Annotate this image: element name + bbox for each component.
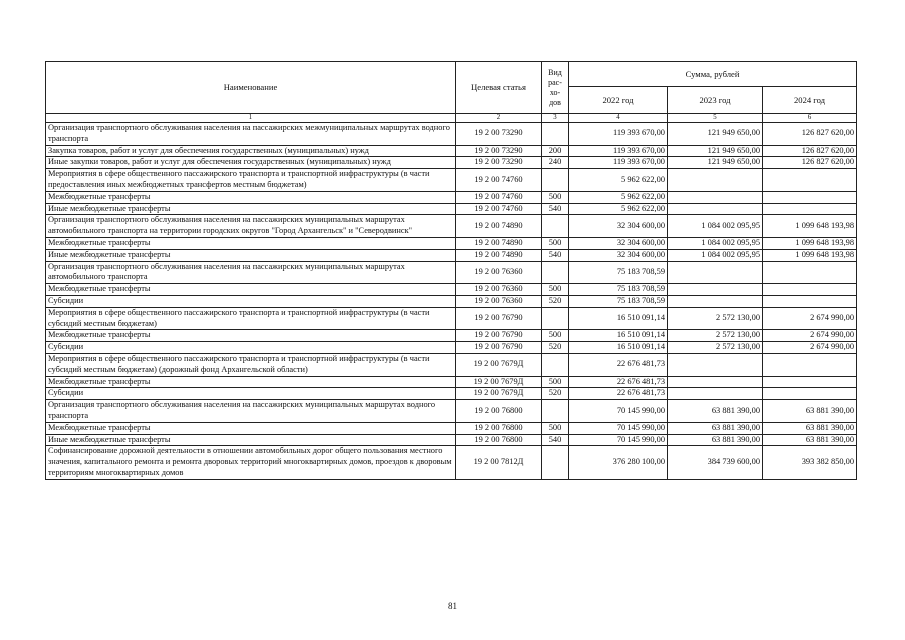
row-expense-type [542, 169, 569, 192]
row-amount-2024: 126 827 620,00 [763, 157, 857, 169]
table-row [46, 434, 857, 446]
row-amount-2023: 121 949 650,00 [668, 157, 763, 169]
row-name: Межбюджетные трансферты [46, 237, 456, 249]
row-target-code: 19 2 00 74890 [456, 215, 542, 238]
table-row [46, 295, 857, 307]
row-amount-2022: 22 676 481,73 [569, 388, 668, 400]
row-name: Мероприятия в сфере общественного пассажирского транспорта и транспортной инфраструктуры (в части субсидий местным бюджетам) [46, 307, 456, 330]
table-row [46, 307, 857, 330]
row-target-code: 19 2 00 76800 [456, 400, 542, 423]
row-name: Межбюджетные трансферты [46, 376, 456, 388]
row-name: Организация транспортного обслуживания населения на пассажирских муниципальных маршрутах водного транспорта [46, 400, 456, 423]
row-amount-2024 [763, 284, 857, 296]
row-expense-type: 500 [542, 191, 569, 203]
row-expense-type: 500 [542, 376, 569, 388]
row-expense-type: 500 [542, 284, 569, 296]
row-amount-2023 [668, 353, 763, 376]
column-number: 1 [46, 114, 456, 123]
table-row [46, 215, 857, 238]
row-expense-type: 500 [542, 330, 569, 342]
row-target-code: 19 2 00 7679Д [456, 376, 542, 388]
row-amount-2024: 1 099 648 193,98 [763, 215, 857, 238]
table-row [46, 376, 857, 388]
row-amount-2023: 1 084 002 095,95 [668, 215, 763, 238]
row-amount-2023 [668, 169, 763, 192]
row-expense-type: 520 [542, 295, 569, 307]
row-amount-2024: 2 674 990,00 [763, 330, 857, 342]
row-target-code: 19 2 00 7679Д [456, 353, 542, 376]
row-target-code: 19 2 00 73290 [456, 157, 542, 169]
row-expense-type: 520 [542, 342, 569, 354]
row-target-code: 19 2 00 74890 [456, 249, 542, 261]
row-target-code: 19 2 00 76800 [456, 434, 542, 446]
row-expense-type: 540 [542, 203, 569, 215]
table-row [46, 422, 857, 434]
row-target-code: 19 2 00 74760 [456, 191, 542, 203]
row-name: Организация транспортного обслуживания населения на пассажирских муниципальных маршрутах автомобильного транспорта на территории городских округов "Город Архангельск" и "Северодвинск" [46, 215, 456, 238]
table-row [46, 157, 857, 169]
row-amount-2022: 16 510 091,14 [569, 307, 668, 330]
header-name: Наименование [46, 62, 456, 114]
table-row [46, 342, 857, 354]
row-amount-2024 [763, 376, 857, 388]
row-name: Межбюджетные трансферты [46, 191, 456, 203]
row-expense-type [542, 307, 569, 330]
row-name: Мероприятия в сфере общественного пассажирского транспорта и транспортной инфраструктуры (в части субсидий местным бюджетам) (дорожный фонд Архангельской области) [46, 353, 456, 376]
row-expense-type [542, 215, 569, 238]
row-amount-2023 [668, 261, 763, 284]
header-sum: Сумма, рублей [569, 62, 857, 87]
row-amount-2024 [763, 191, 857, 203]
table-row [46, 330, 857, 342]
row-amount-2023: 63 881 390,00 [668, 434, 763, 446]
row-amount-2024: 126 827 620,00 [763, 123, 857, 146]
row-expense-type: 200 [542, 145, 569, 157]
row-amount-2023 [668, 376, 763, 388]
row-target-code: 19 2 00 74760 [456, 203, 542, 215]
row-target-code: 19 2 00 76790 [456, 330, 542, 342]
row-expense-type [542, 400, 569, 423]
header-year-2023: 2023 год [668, 87, 763, 114]
row-amount-2023 [668, 191, 763, 203]
row-amount-2023: 63 881 390,00 [668, 422, 763, 434]
row-target-code: 19 2 00 76790 [456, 342, 542, 354]
table-row [46, 353, 857, 376]
row-amount-2023: 2 572 130,00 [668, 307, 763, 330]
row-amount-2022: 119 393 670,00 [569, 123, 668, 146]
page-number: 81 [448, 601, 457, 611]
row-amount-2024 [763, 169, 857, 192]
row-name: Организация транспортного обслуживания населения на пассажирских муниципальных маршрутах автомобильного транспорта [46, 261, 456, 284]
table-header [46, 62, 857, 123]
row-expense-type [542, 123, 569, 146]
row-target-code: 19 2 00 76360 [456, 284, 542, 296]
row-target-code: 19 2 00 73290 [456, 145, 542, 157]
row-amount-2024: 126 827 620,00 [763, 145, 857, 157]
row-target-code: 19 2 00 74760 [456, 169, 542, 192]
row-amount-2024 [763, 261, 857, 284]
row-name: Мероприятия в сфере общественного пассажирского транспорта и транспортной инфраструктуры (в части предоставления иных межбюджетных трансфертов местным бюджетам) [46, 169, 456, 192]
row-amount-2024: 2 674 990,00 [763, 342, 857, 354]
row-target-code: 19 2 00 76360 [456, 295, 542, 307]
column-number: 5 [668, 114, 763, 123]
row-amount-2022: 119 393 670,00 [569, 145, 668, 157]
row-amount-2024 [763, 203, 857, 215]
row-amount-2022: 70 145 990,00 [569, 422, 668, 434]
row-amount-2024: 63 881 390,00 [763, 400, 857, 423]
row-name: Иные межбюджетные трансферты [46, 434, 456, 446]
row-target-code: 19 2 00 7812Д [456, 446, 542, 479]
column-number: 2 [456, 114, 542, 123]
row-name: Межбюджетные трансферты [46, 422, 456, 434]
header-code: Целевая статья [456, 62, 542, 114]
table-row [46, 123, 857, 146]
table-row [46, 249, 857, 261]
row-name: Иные межбюджетные трансферты [46, 203, 456, 215]
table-row [46, 145, 857, 157]
row-expense-type: 540 [542, 249, 569, 261]
header-expense-type: Вид рас-хо-дов [542, 62, 569, 114]
column-number: 3 [542, 114, 569, 123]
row-amount-2023: 63 881 390,00 [668, 400, 763, 423]
row-expense-type [542, 353, 569, 376]
row-amount-2024 [763, 388, 857, 400]
row-target-code: 19 2 00 7679Д [456, 388, 542, 400]
table-row [46, 446, 857, 479]
row-amount-2023: 121 949 650,00 [668, 123, 763, 146]
table-row [46, 388, 857, 400]
row-amount-2024: 1 099 648 193,98 [763, 237, 857, 249]
row-name: Субсидии [46, 342, 456, 354]
row-name: Межбюджетные трансферты [46, 284, 456, 296]
row-amount-2024: 2 674 990,00 [763, 307, 857, 330]
row-amount-2022: 376 280 100,00 [569, 446, 668, 479]
table-row [46, 284, 857, 296]
row-target-code: 19 2 00 76360 [456, 261, 542, 284]
row-amount-2024 [763, 353, 857, 376]
table-row [46, 400, 857, 423]
row-amount-2023: 1 084 002 095,95 [668, 249, 763, 261]
row-expense-type [542, 261, 569, 284]
row-amount-2023: 1 084 002 095,95 [668, 237, 763, 249]
row-amount-2023 [668, 295, 763, 307]
row-target-code: 19 2 00 76800 [456, 422, 542, 434]
table-row [46, 261, 857, 284]
row-expense-type: 540 [542, 434, 569, 446]
row-amount-2024: 393 382 850,00 [763, 446, 857, 479]
row-expense-type: 520 [542, 388, 569, 400]
row-amount-2022: 22 676 481,73 [569, 353, 668, 376]
table-row [46, 203, 857, 215]
row-amount-2022: 16 510 091,14 [569, 342, 668, 354]
row-name: Субсидии [46, 388, 456, 400]
row-expense-type: 500 [542, 422, 569, 434]
row-amount-2023: 384 739 600,00 [668, 446, 763, 479]
column-number: 6 [763, 114, 857, 123]
row-name: Субсидии [46, 295, 456, 307]
row-amount-2022: 16 510 091,14 [569, 330, 668, 342]
row-target-code: 19 2 00 74890 [456, 237, 542, 249]
row-name: Межбюджетные трансферты [46, 330, 456, 342]
row-amount-2023: 2 572 130,00 [668, 342, 763, 354]
row-amount-2022: 75 183 708,59 [569, 261, 668, 284]
row-name: Иные закупки товаров, работ и услуг для обеспечения государственных (муниципальных) нужд [46, 157, 456, 169]
row-target-code: 19 2 00 76790 [456, 307, 542, 330]
budget-table [45, 61, 857, 480]
row-amount-2023 [668, 284, 763, 296]
row-amount-2022: 75 183 708,59 [569, 284, 668, 296]
row-amount-2022: 32 304 600,00 [569, 249, 668, 261]
row-amount-2022: 70 145 990,00 [569, 434, 668, 446]
row-amount-2022: 5 962 622,00 [569, 169, 668, 192]
row-amount-2023 [668, 388, 763, 400]
row-amount-2022: 22 676 481,73 [569, 376, 668, 388]
row-expense-type [542, 446, 569, 479]
table-row [46, 237, 857, 249]
row-amount-2024 [763, 295, 857, 307]
row-target-code: 19 2 00 73290 [456, 123, 542, 146]
row-amount-2022: 119 393 670,00 [569, 157, 668, 169]
column-number: 4 [569, 114, 668, 123]
row-amount-2022: 5 962 622,00 [569, 191, 668, 203]
row-amount-2022: 75 183 708,59 [569, 295, 668, 307]
table-row [46, 169, 857, 192]
table-body [46, 123, 857, 480]
table-row [46, 191, 857, 203]
row-expense-type: 240 [542, 157, 569, 169]
row-expense-type: 500 [542, 237, 569, 249]
row-amount-2022: 5 962 622,00 [569, 203, 668, 215]
row-name: Закупка товаров, работ и услуг для обеспечения государственных (муниципальных) нужд [46, 145, 456, 157]
row-name: Организация транспортного обслуживания населения на пассажирских межмуниципальных маршрутах водного транспорта [46, 123, 456, 146]
row-amount-2023: 2 572 130,00 [668, 330, 763, 342]
column-number-row [46, 114, 857, 123]
row-amount-2023: 121 949 650,00 [668, 145, 763, 157]
row-amount-2024: 63 881 390,00 [763, 434, 857, 446]
header-year-2024: 2024 год [763, 87, 857, 114]
row-amount-2022: 70 145 990,00 [569, 400, 668, 423]
row-name: Иные межбюджетные трансферты [46, 249, 456, 261]
row-amount-2023 [668, 203, 763, 215]
row-amount-2022: 32 304 600,00 [569, 237, 668, 249]
row-name: Софинансирование дорожной деятельности в отношении автомобильных дорог общего пользования местного значения, капитального ремонта и ремонта дворовых территорий многоквартирных домов, проездов к дворовым территориям многоквартирных домов [46, 446, 456, 479]
row-amount-2022: 32 304 600,00 [569, 215, 668, 238]
header-year-2022: 2022 год [569, 87, 668, 114]
row-amount-2024: 1 099 648 193,98 [763, 249, 857, 261]
row-amount-2024: 63 881 390,00 [763, 422, 857, 434]
